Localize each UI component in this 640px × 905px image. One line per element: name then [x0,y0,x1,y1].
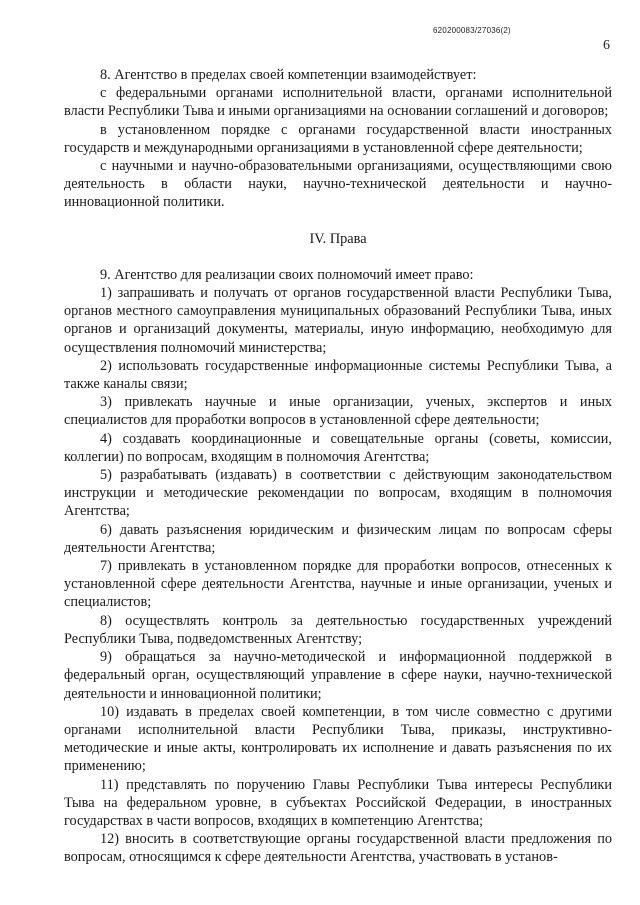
section-9-item: 10) издавать в пределах своей компетенции, в том числе совместно с другими органами исполнительной власти Республики Тыва, приказы, инструктивно-методические и иные акты, контролировать их исполнение и давать разъяснения по их применению; [64,703,612,775]
section-9-item: 9) обращаться за научно-методической и информационной поддержкой в федеральный орган, осуществляющий управление в сфере науки, научно-технической деятельности и инновационной политики; [64,649,612,702]
section-9-item: 8) осуществлять контроль за деятельностью государственных учреждений Республики Тыва, подведомственных Агентству; [64,612,612,647]
section-8-intro: 8. Агентство в пределах своей компетенции взаимодействует: [100,67,477,83]
section-9-item: 5) разрабатывать (издавать) в соответствии с действующим законодательством инструкции и методические рекомендации по вопросам, входящим в полномочия Агентства; [64,467,612,520]
section-9-item: 3) привлекать научные и иные организации, ученых, экспертов и иных специалистов для проработки вопросов в установленной сфере деятельности; [64,394,612,429]
section-9-item: 1) запрашивать и получать от органов государственной власти Республики Тыва, органов местного самоуправления муниципальных образований Республики Тыва, иных органов и организаций документы, материалы, иную информацию, необходимую для осуществления полномочий министерства; [64,285,612,356]
section-9-item: 11) представлять по поручению Главы Республики Тыва интересы Республики Тыва на федеральном уровне, в субъектах Российской Федерации, в иностранных государствах в части вопросов, входящих в компетенцию Агентства; [64,776,612,829]
section-9-intro: 9. Агентство для реализации своих полномочий имеет право: [100,266,474,283]
section-heading: IV. Права [309,230,367,247]
section-9-item: 2) использовать государственные информационные системы Республики Тыва, а также каналы связи; [64,357,612,393]
section-8-item: с федеральными органами исполнительной власти, органами исполнительной власти Республики Тыва и иными организациями на основании соглашений и договоров; [64,85,612,120]
page-number: 6 [603,38,610,53]
section-9-item: 12) вносить в соответствующие органы государственной власти предложения по вопросам, относящимся к сфере деятельности Агентства, участвовать в установ- [64,831,612,866]
section-8-item: в установленном порядке с органами государственной власти иностранных государств и международными организациями в установленной сфере деятельности; [64,121,612,156]
document-body [64,66,612,867]
section-8-item: с научными и научно-образовательными организациями, осуществляющими свою деятельность в области науки, научно-технической деятельности и научно-инновационной политики. [64,158,612,211]
document-code: 620200083/27036(2) [433,26,511,35]
section-9-item: 4) создавать координационные и совещательные органы (советы, комиссии, коллегии) по вопросам, входящим в полномочия Агентства; [64,430,612,465]
section-9-item: 7) привлекать в установленном порядке для проработки вопросов, отнесенных к установленной сфере деятельности Агентства, научные и иные организации, ученых и специалистов; [64,558,612,611]
section-9-item: 6) давать разъяснения юридическим и физическим лицам по вопросам сферы деятельности Агентства; [64,521,612,556]
